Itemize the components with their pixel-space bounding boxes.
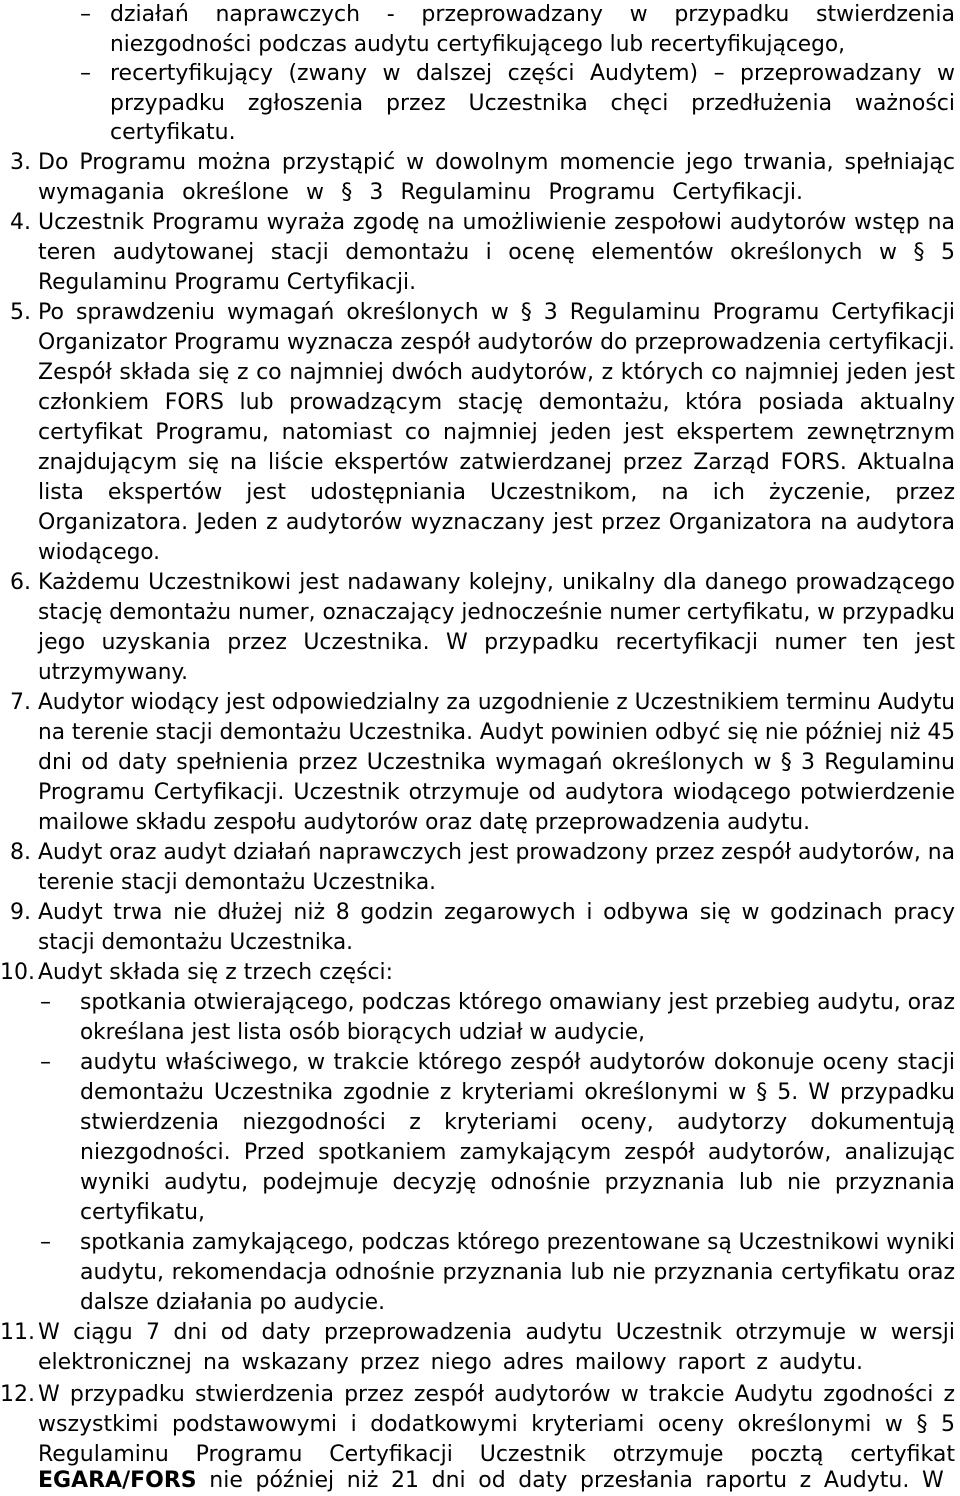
text-line: Regulaminu Programu Certyfikacji Uczestnik otrzymuje pocztą certyfikat xyxy=(38,1442,955,1467)
text-line: znajdującym się na liście ekspertów zatwierdzanej przez Zarząd FORS. Aktualna xyxy=(38,450,955,475)
text-line: Każdemu Uczestnikowi jest nadawany kolejny, unikalny dla danego prowadzącego xyxy=(38,570,955,595)
text-line: niezgodności podczas audytu certyfikującego lub recertyfikującego, xyxy=(110,32,845,57)
sub-bullet-line xyxy=(0,1258,960,1288)
text-fragment: nie później niż 21 dni od daty przesłania raportu z Audytu. W xyxy=(196,1468,944,1493)
text-line: spotkania otwierającego, podczas którego omawiany jest przebieg audytu, oraz xyxy=(80,990,955,1015)
list-item-7 xyxy=(0,718,960,748)
text-line: wszystkimi podstawowymi i dodatkowymi kryteriami oceny określonymi w § 5 xyxy=(38,1412,955,1437)
bullet-line xyxy=(0,118,960,148)
list-item-4 xyxy=(0,238,960,268)
list-item-9 xyxy=(0,898,960,928)
list-item-7 xyxy=(0,778,960,808)
list-item-12 xyxy=(0,1410,960,1440)
item-number: 7. xyxy=(10,690,31,715)
dash-bullet-icon: – xyxy=(40,1230,51,1255)
list-item-10 xyxy=(0,958,960,988)
text-line: elektronicznej na wskazany przez niego adres mailowy raport z audytu. xyxy=(38,1350,863,1375)
list-item-6 xyxy=(0,658,960,688)
list-item-3 xyxy=(0,148,960,178)
text-line: członkiem FORS lub prowadzącym stację demontażu, która posiada aktualny xyxy=(38,390,955,415)
list-item-8 xyxy=(0,868,960,898)
item-number: 9. xyxy=(10,900,31,925)
text-line: certyfikat Programu, natomiast co najmniej jeden jest ekspertem zewnętrznym xyxy=(38,420,955,445)
text-line: na terenie stacji demontażu Uczestnika. Audyt powinien odbyć się nie później niż 45 xyxy=(38,720,955,745)
list-item-5 xyxy=(0,418,960,448)
list-item-5 xyxy=(0,478,960,508)
list-item-7 xyxy=(0,808,960,838)
text-line: certyfikatu, xyxy=(80,1200,205,1225)
text-line: wiodącego. xyxy=(38,540,160,565)
text-line: jego uzyskania przez Uczestnika. W przypadku recertyfikacji numer ten jest xyxy=(38,630,955,655)
list-item-5 xyxy=(0,298,960,328)
text-line: działań naprawczych - przeprowadzany w przypadku stwierdzenia xyxy=(110,2,955,27)
text-line: mailowe składu zespołu audytorów oraz datę przeprowadzenia audytu. xyxy=(38,810,810,835)
text-line: Organizatora. Jeden z audytorów wyznaczany jest przez Organizatora na audytora xyxy=(38,510,955,535)
text-line: certyfikatu. xyxy=(110,120,236,145)
text-line: Programu Certyfikacji. Uczestnik otrzymuje od audytora wiodącego potwierdzenie xyxy=(38,780,955,805)
bullet-line xyxy=(0,89,960,119)
list-item-5 xyxy=(0,388,960,418)
list-item-5 xyxy=(0,448,960,478)
bullet-line xyxy=(0,30,960,60)
text-line: Audyt składa się z trzech części: xyxy=(38,960,393,985)
sub-bullet-line xyxy=(0,1018,960,1048)
dash-bullet-icon: – xyxy=(40,990,51,1015)
list-item-12 xyxy=(0,1466,960,1496)
sub-bullet-line xyxy=(0,1138,960,1168)
text-line: audytu, rekomendacja odnośnie przyznania lub nie przyznania certyfikatu oraz xyxy=(80,1260,955,1285)
text-line: Audyt trwa nie dłużej niż 8 godzin zegarowych i odbywa się w godzinach pracy xyxy=(38,900,955,925)
text-line: niezgodności. Przed spotkaniem zamykającym zespół audytorów, analizując xyxy=(80,1140,955,1165)
text-line: wyniki audytu, podejmuje decyzję odnośnie przyznania lub nie przyznania xyxy=(80,1170,955,1195)
sub-bullet-line xyxy=(0,1048,960,1078)
item-number: 8. xyxy=(10,840,31,865)
list-item-5 xyxy=(0,508,960,538)
text-line: Do Programu można przystąpić w dowolnym momencie jego trwania, spełniając xyxy=(38,150,955,175)
sub-bullet-line xyxy=(0,1288,960,1318)
sub-bullet-line xyxy=(0,1228,960,1258)
text-line: W ciągu 7 dni od daty przeprowadzenia audytu Uczestnik otrzymuje w wersji xyxy=(38,1320,955,1345)
text-line: Uczestnik Programu wyraża zgodę na umożliwienie zespołowi audytorów wstęp na xyxy=(38,210,955,235)
text-line: stacji demontażu Uczestnika. xyxy=(38,930,353,955)
dash-bullet-icon: – xyxy=(40,1050,51,1075)
list-item-12 xyxy=(0,1380,960,1410)
text-line: Regulaminu Programu Certyfikacji. xyxy=(38,270,416,295)
text-line: utrzymywany. xyxy=(38,660,188,685)
list-item-5 xyxy=(0,358,960,388)
item-number: 3. xyxy=(10,150,31,175)
list-item-6 xyxy=(0,598,960,628)
text-line: Zespół składa się z co najmniej dwóch audytorów, z których co najmniej jeden jest xyxy=(38,360,955,385)
sub-bullet-line xyxy=(0,1198,960,1228)
text-line-last xyxy=(38,1466,944,1496)
text-line: W przypadku stwierdzenia przez zespół audytorów w trakcie Audytu zgodności z xyxy=(38,1382,955,1407)
sub-bullet-line xyxy=(0,1078,960,1108)
list-item-8 xyxy=(0,838,960,868)
bullet-line xyxy=(0,0,960,30)
sub-bullet-line xyxy=(0,1168,960,1198)
list-item-4 xyxy=(0,208,960,238)
list-item-3 xyxy=(0,178,960,208)
text-line: stwierdzenia niezgodności z kryteriami oceny, audytorzy dokumentują xyxy=(80,1110,955,1135)
text-line: audytu właściwego, w trakcie którego zespół audytorów dokonuje oceny stacji xyxy=(80,1050,955,1075)
bold-certificate-name: EGARA/FORS xyxy=(38,1468,197,1493)
list-item-11 xyxy=(0,1348,960,1378)
text-line: dni od daty spełnienia przez Uczestnika wymagań określonych w § 3 Regulaminu xyxy=(38,750,955,775)
item-number: 10. xyxy=(0,960,35,985)
text-line: określana jest lista osób biorących udział w audycie, xyxy=(80,1020,645,1045)
sub-bullet-line xyxy=(0,988,960,1018)
item-number: 12. xyxy=(0,1382,35,1407)
text-line: dalsze działania po audycie. xyxy=(80,1290,385,1315)
text-line: wymagania określone w § 3 Regulaminu Programu Certyfikacji. xyxy=(38,180,803,205)
text-line: stację demontażu numer, oznaczający jednocześnie numer certyfikatu, w przypadku xyxy=(38,600,955,625)
text-line: Organizator Programu wyznacza zespół audytorów do przeprowadzenia certyfikacji. xyxy=(38,330,955,355)
dash-bullet-icon: – xyxy=(80,2,91,27)
text-line: Audyt oraz audyt działań naprawczych jest prowadzony przez zespół audytorów, na xyxy=(38,840,955,865)
item-number: 5. xyxy=(10,300,31,325)
list-item-6 xyxy=(0,568,960,598)
list-item-9 xyxy=(0,928,960,958)
text-line: demontażu Uczestnika zgodnie z kryteriami określonymi w § 5. W przypadku xyxy=(80,1080,955,1105)
text-line: Audytor wiodący jest odpowiedzialny za uzgodnienie z Uczestnikiem terminu Audytu xyxy=(38,690,955,715)
text-line: lista ekspertów jest udostępniania Uczestnikom, na ich życzenie, przez xyxy=(38,480,955,505)
list-item-7 xyxy=(0,688,960,718)
text-line: spotkania zamykającego, podczas którego prezentowane są Uczestnikowi wyniki xyxy=(80,1230,955,1255)
item-number: 6. xyxy=(10,570,31,595)
list-item-5 xyxy=(0,538,960,568)
text-line: teren audytowanej stacji demontażu i ocenę elementów określonych w § 5 xyxy=(38,240,955,265)
item-number: 11. xyxy=(0,1320,35,1345)
list-item-5 xyxy=(0,328,960,358)
bullet-line xyxy=(0,59,960,89)
dash-bullet-icon: – xyxy=(80,61,91,86)
text-line: przypadku zgłoszenia przez Uczestnika chęci przedłużenia ważności xyxy=(110,91,955,116)
list-item-11 xyxy=(0,1318,960,1348)
text-line: recertyfikujący (zwany w dalszej części Audytem) – przeprowadzany w xyxy=(110,61,955,86)
text-line: terenie stacji demontażu Uczestnika. xyxy=(38,870,436,895)
list-item-6 xyxy=(0,628,960,658)
list-item-7 xyxy=(0,748,960,778)
text-line: Po sprawdzeniu wymagań określonych w § 3 Regulaminu Programu Certyfikacji xyxy=(38,300,955,325)
list-item-4 xyxy=(0,268,960,298)
item-number: 4. xyxy=(10,210,31,235)
sub-bullet-line xyxy=(0,1108,960,1138)
